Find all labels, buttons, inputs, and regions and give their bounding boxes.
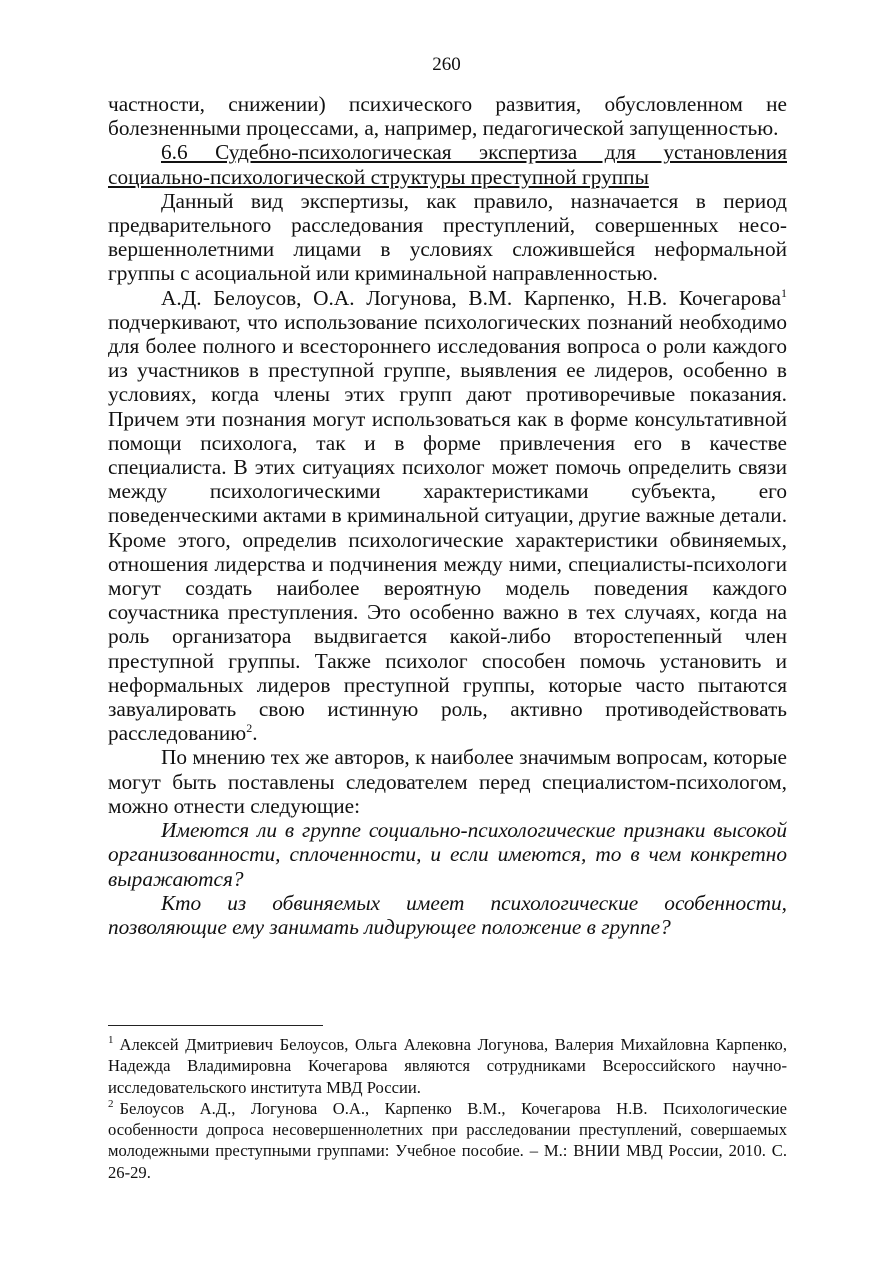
paragraph-authors <box>108 286 787 746</box>
authors-text-continued: подчеркивают, что использование психологических познаний необходимо для более полного и всестороннего исследования вопроса о роли каждого из участников в преступной группе, выявления ее лидеров, особенно в условиях, когда члены этих групп дают противоречивые показания. Причем эти познания могут использоваться как в форме консультативной помощи психолога, так и в форме привлечения его в качестве специалиста. В этих ситуациях психолог может помочь определить связи между психологическими характеристиками субъекта, его поведенческими актами в криминальной ситуации, другие важные детали. Кроме этого, определив психологические характеристики обвиняемых, отношения лидерства и подчинения между ними, специалисты-психологи могут создать наиболее вероятную модель поведения каждого соучастника преступления. Это особенно важно в тех случаях, когда на роль организатора выдвигается какой-либо второстепенный член преступной группы. Также психолог способен помочь установить и неформальных лидеров преступной группы, которые часто пытаются завуалировать свою истинную роль, активно противодействовать расследованию <box>108 309 788 746</box>
footnote-text-2: Белоусов А.Д., Логунова О.А., Карпенко В.М., Кочегарова Н.В. Психологические особенности допроса несовершеннолетних при расследовании преступлений, совершаемых молодежными преступными группами: Учебное пособие. – М.: ВНИИ МВД России, 2010. С. 26-29. <box>108 1098 787 1182</box>
section-heading: 6.6 Судебно-психологическая экспертиза для установления социально-психологической структуры преступной группы <box>108 140 787 189</box>
question-1: Имеются ли в группе социально-психологические признаки высокой организованности, сплоченности, и если имеются, то в чем конкретно выражаются? <box>108 818 787 891</box>
paragraph-continuation: частности, снижении) психического развития, обусловленном не болезненными процессами, а, например, педагогической запущенностью. <box>108 92 787 141</box>
paragraph-questions-intro: По мнению тех же авторов, к наиболее значимым вопросам, которые могут быть поставлены следователем перед специалистом-психологом, можно отнести следующие: <box>108 745 787 818</box>
footnote-2 <box>108 1098 787 1183</box>
authors-text: А.Д. Белоусов, О.А. Логунова, В.М. Карпенко, Н.В. Кочегарова <box>161 285 781 310</box>
footnotes <box>108 1034 787 1183</box>
authors-text-end: . <box>252 721 258 746</box>
footnote-number-2: 2 <box>108 1098 114 1111</box>
footnote-number-1: 1 <box>108 1034 114 1047</box>
footnote-text-1: Алексей Дмитриевич Белоусов, Ольга Алековна Логунова, Валерия Михайловна Карпенко, Надежда Владимировна Кочегарова являются сотрудниками Всероссийского научно-исследовательского института МВД России. <box>108 1035 787 1097</box>
page-number: 260 <box>432 54 461 75</box>
footnote-1 <box>108 1034 787 1098</box>
paragraph-expertise-intro: Данный вид экспертизы, как правило, назначается в период предварительного расследования преступлений, совершенных несовершеннолетними лицами в условиях сложившейся неформальной группы с асоциальной или криминальной направленностью. <box>108 188 787 286</box>
footnote-ref-2[interactable]: 2 <box>246 721 253 736</box>
footnote-ref-1[interactable]: 1 <box>781 285 787 300</box>
body-text <box>108 92 787 939</box>
question-2: Кто из обвиняемых имеет психологические особенности, позволяющие ему занимать лидирующее положение в группе? <box>108 890 787 939</box>
footnote-divider <box>108 1025 323 1026</box>
